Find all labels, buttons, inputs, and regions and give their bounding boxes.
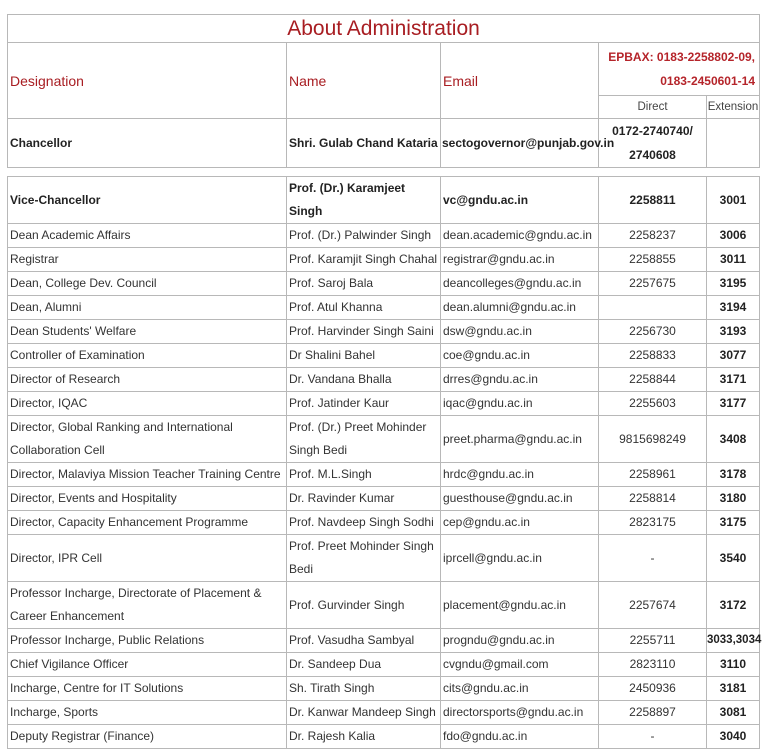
direct-cell [599, 119, 707, 168]
direct-cell: 2258897 [599, 701, 707, 725]
email-cell: progndu@gndu.ac.in [441, 629, 599, 653]
table-row [8, 582, 760, 629]
designation-cell: Dean Academic Affairs [8, 224, 287, 248]
table-row [8, 629, 760, 653]
direct-cell: 2450936 [599, 677, 707, 701]
email-cell: iprcell@gndu.ac.in [441, 535, 599, 582]
direct-cell: 2258814 [599, 487, 707, 511]
table-row [8, 725, 760, 749]
name-cell: Prof. M.L.Singh [287, 463, 441, 487]
table-row [8, 701, 760, 725]
designation-cell: Professor Incharge, Public Relations [8, 629, 287, 653]
designation-cell: Director, IQAC [8, 392, 287, 416]
designation-cell: Director, Capacity Enhancement Programme [8, 511, 287, 535]
name-cell: Prof. Vasudha Sambyal [287, 629, 441, 653]
email-cell: dean.alumni@gndu.ac.in [441, 296, 599, 320]
direct-cell: 2255711 [599, 629, 707, 653]
name-cell: Prof. (Dr.) Palwinder Singh [287, 224, 441, 248]
name-cell: Prof. Harvinder Singh Saini [287, 320, 441, 344]
direct-cell: 2258237 [599, 224, 707, 248]
direct-cell: - [599, 725, 707, 749]
direct-cell [599, 296, 707, 320]
email-cell: hrdc@gndu.ac.in [441, 463, 599, 487]
extension-cell: 3040 [707, 725, 760, 749]
name-cell: Prof. Atul Khanna [287, 296, 441, 320]
column-header-name: Name [287, 43, 441, 119]
direct-cell: 2823175 [599, 511, 707, 535]
table-row [8, 487, 760, 511]
email-cell: drres@gndu.ac.in [441, 368, 599, 392]
table-row [8, 296, 760, 320]
extension-cell: 3077 [707, 344, 760, 368]
extension-cell: 3006 [707, 224, 760, 248]
designation-cell: Deputy Registrar (Finance) [8, 725, 287, 749]
table-row [8, 653, 760, 677]
extension-cell: 3171 [707, 368, 760, 392]
designation-cell: Registrar [8, 248, 287, 272]
email-cell: dean.academic@gndu.ac.in [441, 224, 599, 248]
designation-cell: Director, Global Ranking and International Collaboration Cell [8, 416, 287, 463]
extension-cell: 3172 [707, 582, 760, 629]
designation-cell: Chancellor [8, 119, 287, 168]
table-row [8, 320, 760, 344]
administration-directory [7, 14, 762, 749]
extension-cell: 3178 [707, 463, 760, 487]
epbax-header [599, 43, 760, 96]
direct-line-2: 2740608 [629, 148, 676, 162]
direct-cell: 2258961 [599, 463, 707, 487]
extension-cell: 3194 [707, 296, 760, 320]
designation-cell: Dean Students' Welfare [8, 320, 287, 344]
name-cell: Prof. Karamjit Singh Chahal [287, 248, 441, 272]
designation-cell: Dean, Alumni [8, 296, 287, 320]
email-cell: directorsports@gndu.ac.in [441, 701, 599, 725]
direct-cell: - [599, 535, 707, 582]
name-cell: Prof. Gurvinder Singh [287, 582, 441, 629]
direct-line-1: 0172-2740740/ [612, 124, 693, 138]
extension-cell: 3408 [707, 416, 760, 463]
designation-cell: Chief Vigilance Officer [8, 653, 287, 677]
direct-cell: 2823110 [599, 653, 707, 677]
extension-cell [707, 119, 760, 168]
page-title: About Administration [8, 15, 760, 43]
name-cell: Dr. Sandeep Dua [287, 653, 441, 677]
extension-cell: 3180 [707, 487, 760, 511]
name-cell: Dr. Rajesh Kalia [287, 725, 441, 749]
designation-cell: Director, Malaviya Mission Teacher Training Centre [8, 463, 287, 487]
direct-cell: 2258855 [599, 248, 707, 272]
direct-cell: 2257674 [599, 582, 707, 629]
name-cell: Prof. Navdeep Singh Sodhi [287, 511, 441, 535]
name-cell: Prof. (Dr.) Preet Mohinder Singh Bedi [287, 416, 441, 463]
name-cell: Dr. Vandana Bhalla [287, 368, 441, 392]
table-row-chancellor [8, 119, 760, 168]
name-cell: Dr. Ravinder Kumar [287, 487, 441, 511]
direct-cell: 2255603 [599, 392, 707, 416]
column-header-designation: Designation [8, 43, 287, 119]
extension-cell: 3001 [707, 177, 760, 224]
extension-cell: 3011 [707, 248, 760, 272]
email-cell: cep@gndu.ac.in [441, 511, 599, 535]
designation-cell: Director of Research [8, 368, 287, 392]
extension-cell: 3175 [707, 511, 760, 535]
extension-cell: 3033,3034 [707, 629, 760, 653]
email-cell: registrar@gndu.ac.in [441, 248, 599, 272]
name-cell: Prof. Jatinder Kaur [287, 392, 441, 416]
column-header-extension: Extension [707, 96, 760, 119]
extension-cell: 3195 [707, 272, 760, 296]
table-row [8, 511, 760, 535]
email-cell: placement@gndu.ac.in [441, 582, 599, 629]
table-row [8, 392, 760, 416]
table-row [8, 224, 760, 248]
designation-cell: Controller of Examination [8, 344, 287, 368]
table-row [8, 272, 760, 296]
direct-cell: 2258844 [599, 368, 707, 392]
epbax-line-1: EPBAX: 0183-2258802-09, [608, 50, 756, 64]
table-row [8, 177, 760, 224]
direct-cell: 2258833 [599, 344, 707, 368]
email-cell: sectogovernor@punjab.gov.in [441, 119, 599, 168]
direct-cell: 2256730 [599, 320, 707, 344]
name-cell: Sh. Tirath Singh [287, 677, 441, 701]
direct-cell: 2258811 [599, 177, 707, 224]
direct-cell: 2257675 [599, 272, 707, 296]
direct-cell: 9815698249 [599, 416, 707, 463]
table-row [8, 368, 760, 392]
table-row [8, 416, 760, 463]
extension-cell: 3540 [707, 535, 760, 582]
name-cell: Dr Shalini Bahel [287, 344, 441, 368]
name-cell: Dr. Kanwar Mandeep Singh [287, 701, 441, 725]
designation-cell: Incharge, Sports [8, 701, 287, 725]
name-cell: Prof. (Dr.) Karamjeet Singh [287, 177, 441, 224]
email-cell: preet.pharma@gndu.ac.in [441, 416, 599, 463]
table-row [8, 248, 760, 272]
extension-cell: 3081 [707, 701, 760, 725]
name-cell: Prof. Preet Mohinder Singh Bedi [287, 535, 441, 582]
designation-cell: Vice-Chancellor [8, 177, 287, 224]
designation-cell: Director, Events and Hospitality [8, 487, 287, 511]
name-cell: Shri. Gulab Chand Kataria [287, 119, 441, 168]
email-cell: coe@gndu.ac.in [441, 344, 599, 368]
extension-cell: 3181 [707, 677, 760, 701]
epbax-line-2: 0183-2450601-14 [660, 74, 756, 88]
extension-cell: 3110 [707, 653, 760, 677]
email-cell: vc@gndu.ac.in [441, 177, 599, 224]
table-row [8, 463, 760, 487]
designation-cell: Professor Incharge, Directorate of Placement & Career Enhancement [8, 582, 287, 629]
designation-cell: Director, IPR Cell [8, 535, 287, 582]
email-cell: guesthouse@gndu.ac.in [441, 487, 599, 511]
designation-cell: Incharge, Centre for IT Solutions [8, 677, 287, 701]
table-row [8, 344, 760, 368]
header-table [7, 14, 760, 168]
column-header-email: Email [441, 43, 599, 119]
table-row [8, 677, 760, 701]
email-cell: cvgndu@gmail.com [441, 653, 599, 677]
extension-cell: 3177 [707, 392, 760, 416]
email-cell: dsw@gndu.ac.in [441, 320, 599, 344]
name-cell: Prof. Saroj Bala [287, 272, 441, 296]
extension-cell: 3193 [707, 320, 760, 344]
email-cell: cits@gndu.ac.in [441, 677, 599, 701]
table-row [8, 535, 760, 582]
email-cell: fdo@gndu.ac.in [441, 725, 599, 749]
column-header-direct: Direct [599, 96, 707, 119]
email-cell: iqac@gndu.ac.in [441, 392, 599, 416]
email-cell: deancolleges@gndu.ac.in [441, 272, 599, 296]
designation-cell: Dean, College Dev. Council [8, 272, 287, 296]
staff-table [7, 176, 760, 749]
